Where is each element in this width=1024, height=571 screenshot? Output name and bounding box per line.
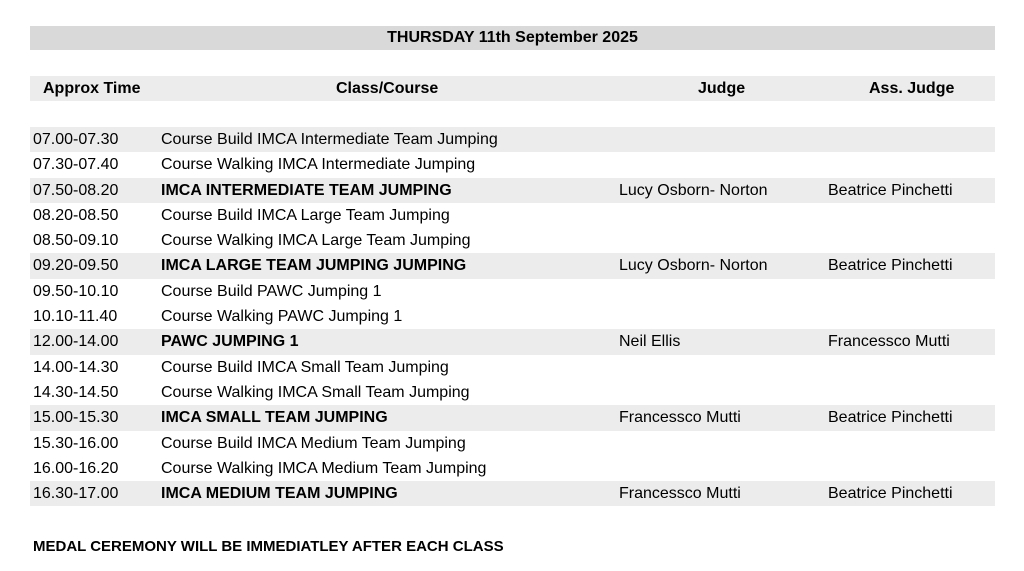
row-judge: Neil Ellis <box>619 333 681 351</box>
row-judge: Lucy Osborn- Norton <box>619 181 768 199</box>
header-judge: Judge <box>698 80 746 97</box>
row-class: Course Build PAWC Jumping 1 <box>161 282 382 300</box>
row-class: Course Walking IMCA Medium Team Jumping <box>161 459 487 477</box>
row-class: Course Build IMCA Large Team Jumping <box>161 206 450 224</box>
row-time: 09.50-10.10 <box>33 282 119 300</box>
footer-note: MEDAL CEREMONY WILL BE IMMEDIATLEY AFTER EACH CLASS <box>33 538 504 555</box>
table-row <box>30 456 995 481</box>
header-ass-judge: Ass. Judge <box>869 80 955 97</box>
row-time: 16.30-17.00 <box>33 485 119 503</box>
table-header-row <box>30 76 995 101</box>
row-class: IMCA LARGE TEAM JUMPING JUMPING <box>161 257 467 275</box>
row-ass-judge: Beatrice Pinchetti <box>828 257 953 275</box>
table-row <box>30 253 995 278</box>
row-class: Course Build IMCA Intermediate Team Jumping <box>161 131 498 148</box>
table-row <box>30 127 995 152</box>
schedule-title: THURSDAY 11th September 2025 <box>30 26 995 50</box>
row-ass-judge: Beatrice Pinchetti <box>828 181 953 199</box>
row-class: Course Walking IMCA Small Team Jumping <box>161 383 470 401</box>
row-class: Course Walking IMCA Intermediate Jumping <box>161 156 476 174</box>
row-class: IMCA INTERMEDIATE TEAM JUMPING <box>161 181 452 199</box>
header-class-course: Class/Course <box>336 80 439 97</box>
header-approx-time: Approx Time <box>43 80 141 97</box>
row-judge: Francessco Mutti <box>619 409 741 427</box>
row-judge: Lucy Osborn- Norton <box>619 257 768 275</box>
row-class: Course Walking PAWC Jumping 1 <box>161 308 403 326</box>
table-row <box>30 405 995 430</box>
schedule-table <box>30 127 995 506</box>
row-time: 08.20-08.50 <box>33 206 119 224</box>
table-row <box>30 228 995 253</box>
row-class: IMCA SMALL TEAM JUMPING <box>161 409 388 427</box>
row-judge: Francessco Mutti <box>619 485 741 503</box>
table-row <box>30 152 995 177</box>
row-time: 09.20-09.50 <box>33 257 119 275</box>
table-row <box>30 203 995 228</box>
row-time: 08.50-09.10 <box>33 232 119 250</box>
table-row <box>30 380 995 405</box>
row-time: 14.00-14.30 <box>33 358 119 376</box>
row-time: 12.00-14.00 <box>33 333 119 351</box>
row-class: IMCA MEDIUM TEAM JUMPING <box>161 485 398 503</box>
table-row <box>30 355 995 380</box>
row-time: 07.00-07.30 <box>33 131 119 148</box>
table-row <box>30 329 995 354</box>
table-row <box>30 304 995 329</box>
row-time: 15.00-15.30 <box>33 409 119 427</box>
row-class: Course Build IMCA Medium Team Jumping <box>161 434 466 452</box>
row-ass-judge: Beatrice Pinchetti <box>828 485 953 503</box>
table-row <box>30 481 995 506</box>
table-row <box>30 178 995 203</box>
row-time: 07.50-08.20 <box>33 181 119 199</box>
row-time: 07.30-07.40 <box>33 156 119 174</box>
row-class: PAWC JUMPING 1 <box>161 333 299 351</box>
row-ass-judge: Francessco Mutti <box>828 333 950 351</box>
row-time: 15.30-16.00 <box>33 434 119 452</box>
row-time: 14.30-14.50 <box>33 383 119 401</box>
row-class: Course Walking IMCA Large Team Jumping <box>161 232 471 250</box>
row-time: 16.00-16.20 <box>33 459 119 477</box>
row-time: 10.10-11.40 <box>33 308 118 326</box>
row-class: Course Build IMCA Small Team Jumping <box>161 358 449 376</box>
table-row <box>30 279 995 304</box>
row-ass-judge: Beatrice Pinchetti <box>828 409 953 427</box>
table-row <box>30 431 995 456</box>
